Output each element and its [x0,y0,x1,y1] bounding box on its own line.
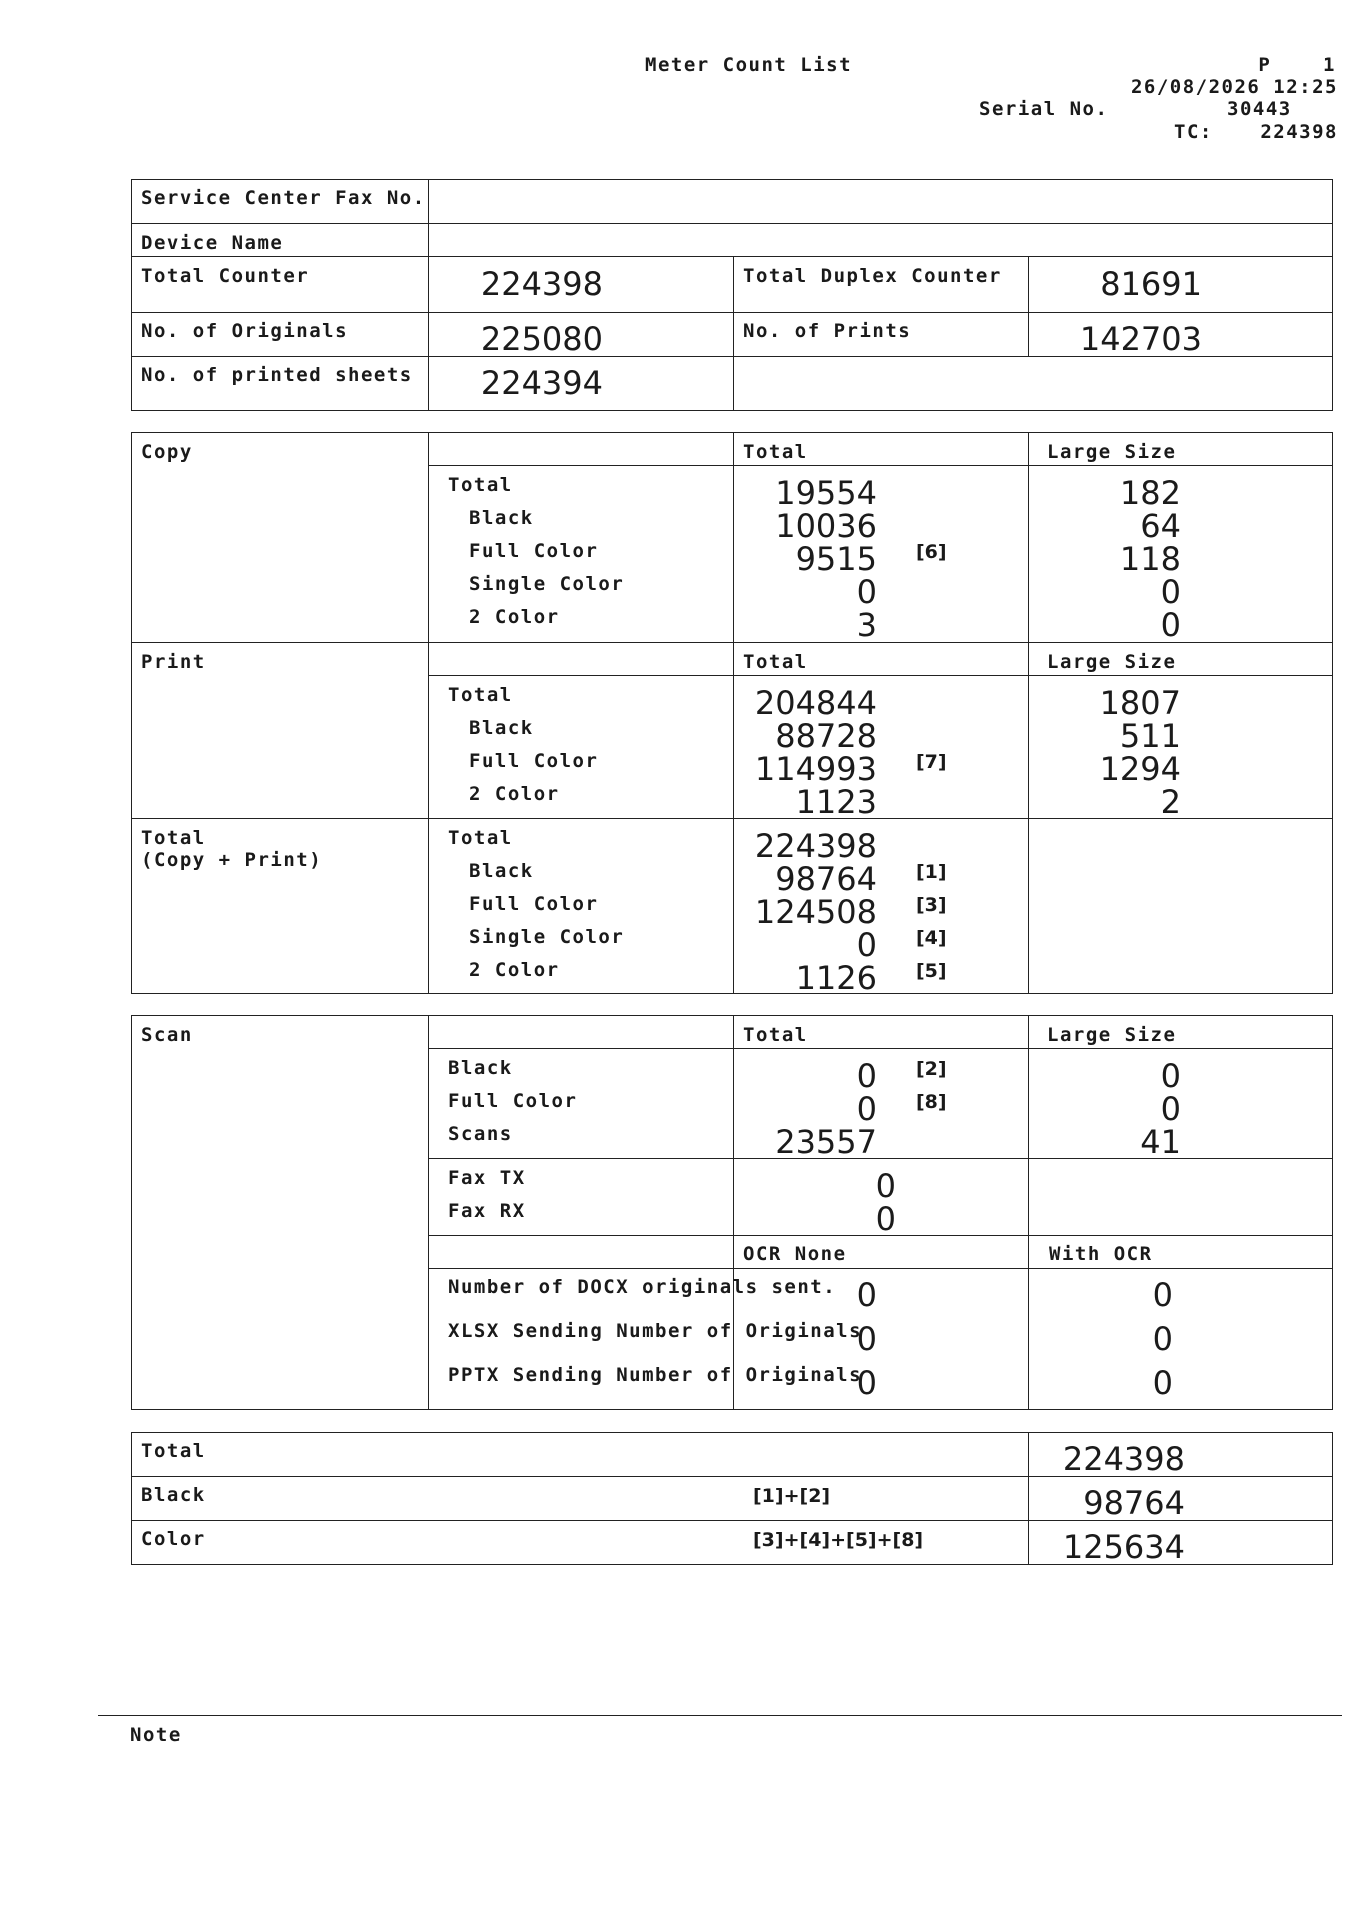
copy-total-value: 10036 [775,507,877,545]
summary-total-label: Total [141,1440,206,1462]
duplex-counter-label: Total Duplex Counter [743,265,1002,287]
scan-row-label: Full Color [448,1090,578,1112]
printed-sheets-value: 224394 [480,364,603,402]
scan-section-label: Scan [141,1024,193,1046]
ocr-none-value: 0 [856,1276,877,1314]
total-counter-value: 224398 [480,265,603,303]
copy-row-label: Total [448,474,513,496]
copy-row-label: Full Color [469,540,599,562]
scan-large-value: 0 [1160,1057,1181,1095]
print-col-total: Total [743,651,808,673]
total-cp-value: 98764 [775,860,877,898]
serial-number-label: Serial No. [979,98,1109,120]
page-number: P 1 [1258,54,1336,76]
copy-total-value: 0 [856,573,877,611]
print-row-label: Total [448,684,513,706]
copy-section-label: Copy [141,441,193,463]
service-fax-label: Service Center Fax No. [141,187,426,209]
copy-large-value: 64 [1140,507,1181,545]
summary-color-formula: [3]+[4]+[5]+[8] [753,1529,924,1551]
page-title: Meter Count List [645,54,853,76]
copy-row-label: Single Color [469,573,625,595]
scan-total-value: 23557 [775,1123,877,1161]
scan-col-large: Large Size [1047,1024,1177,1046]
total-counter-label: Total Counter [141,265,310,287]
total-cp-value: 0 [856,926,877,964]
fax-tx-label: Fax TX [448,1167,526,1189]
copy-large-value: 182 [1119,474,1181,512]
print-row-label: 2 Color [469,783,560,805]
scan-large-value: 0 [1160,1090,1181,1128]
copy-total-value: 19554 [775,474,877,512]
pptx-originals-label: PPTX Sending Number of Originals [448,1364,863,1386]
copy-row-label: 2 Color [469,606,560,628]
scan-ref-tag: [8] [916,1091,947,1113]
total-cp-ref-tag: [5] [916,960,947,982]
total-cp-value: 224398 [754,827,877,865]
copy-large-value: 0 [1160,606,1181,644]
copy-row-label: Black [469,507,534,529]
scan-total-value: 0 [856,1090,877,1128]
scan-total-value: 0 [856,1057,877,1095]
copy-col-large: Large Size [1047,441,1177,463]
print-col-large: Large Size [1047,651,1177,673]
fax-rx-label: Fax RX [448,1200,526,1222]
print-large-value: 1807 [1099,684,1181,722]
print-row-label: Black [469,717,534,739]
with-ocr-value: 0 [1152,1364,1173,1402]
ocr-none-value: 0 [856,1364,877,1402]
copy-total-value: 3 [856,606,877,644]
xlsx-originals-label: XLSX Sending Number of Originals [448,1320,863,1342]
print-total-value: 114993 [754,750,877,788]
print-total-value: 204844 [754,684,877,722]
tc-value: 224398 [1260,121,1338,143]
originals-label: No. of Originals [141,320,349,342]
copy-col-total: Total [743,441,808,463]
summary-color-value: 125634 [1062,1528,1185,1566]
total-cp-ref-tag: [4] [916,927,947,949]
total-cp-section-label: Total [141,827,206,849]
docx-originals-label: Number of DOCX originals sent. [448,1276,837,1298]
fax-tx-value: 0 [875,1167,896,1205]
duplex-counter-value: 81691 [1100,265,1202,303]
summary-total-value: 224398 [1062,1440,1185,1478]
scan-ref-tag: [2] [916,1058,947,1080]
scan-row-label: Scans [448,1123,513,1145]
total-cp-section-sublabel: (Copy + Print) [141,849,323,871]
summary-black-formula: [1]+[2] [753,1485,831,1507]
summary-black-value: 98764 [1083,1484,1185,1522]
print-ref-tag: [7] [916,751,947,773]
note-divider [98,1715,1342,1716]
copy-ref-tag: [6] [916,541,947,563]
print-total-value: 1123 [795,783,877,821]
fax-rx-value: 0 [875,1200,896,1238]
print-large-value: 511 [1119,717,1181,755]
prints-label: No. of Prints [743,320,912,342]
print-datetime: 26/08/2026 12:25 [1130,76,1338,98]
with-ocr-value: 0 [1152,1320,1173,1358]
device-name-label: Device Name [141,232,284,254]
summary-color-label: Color [141,1528,206,1550]
total-cp-row-label: Single Color [469,926,625,948]
total-cp-ref-tag: [3] [916,894,947,916]
originals-value: 225080 [480,320,603,358]
note-label: Note [130,1724,182,1746]
total-cp-value: 124508 [754,893,877,931]
prints-value: 142703 [1079,320,1202,358]
copy-large-value: 118 [1119,540,1181,578]
scan-col-total: Total [743,1024,808,1046]
copy-total-value: 9515 [795,540,877,578]
print-large-value: 2 [1160,783,1181,821]
tc-label: TC: [1174,121,1213,143]
print-section-label: Print [141,651,206,673]
printed-sheets-label: No. of printed sheets [141,364,413,386]
summary-black-label: Black [141,1484,206,1506]
print-large-value: 1294 [1099,750,1181,788]
total-cp-value: 1126 [795,959,877,997]
scan-large-value: 41 [1140,1123,1181,1161]
ocr-none-col: OCR None [743,1243,847,1265]
ocr-none-value: 0 [856,1320,877,1358]
print-total-value: 88728 [775,717,877,755]
total-cp-row-label: Total [448,827,513,849]
print-row-label: Full Color [469,750,599,772]
total-cp-row-label: Full Color [469,893,599,915]
with-ocr-value: 0 [1152,1276,1173,1314]
total-cp-ref-tag: [1] [916,861,947,883]
total-cp-row-label: Black [469,860,534,882]
serial-number-value: 30443 [1227,98,1292,120]
copy-large-value: 0 [1160,573,1181,611]
scan-row-label: Black [448,1057,513,1079]
total-cp-row-label: 2 Color [469,959,560,981]
with-ocr-col: With OCR [1049,1243,1153,1265]
